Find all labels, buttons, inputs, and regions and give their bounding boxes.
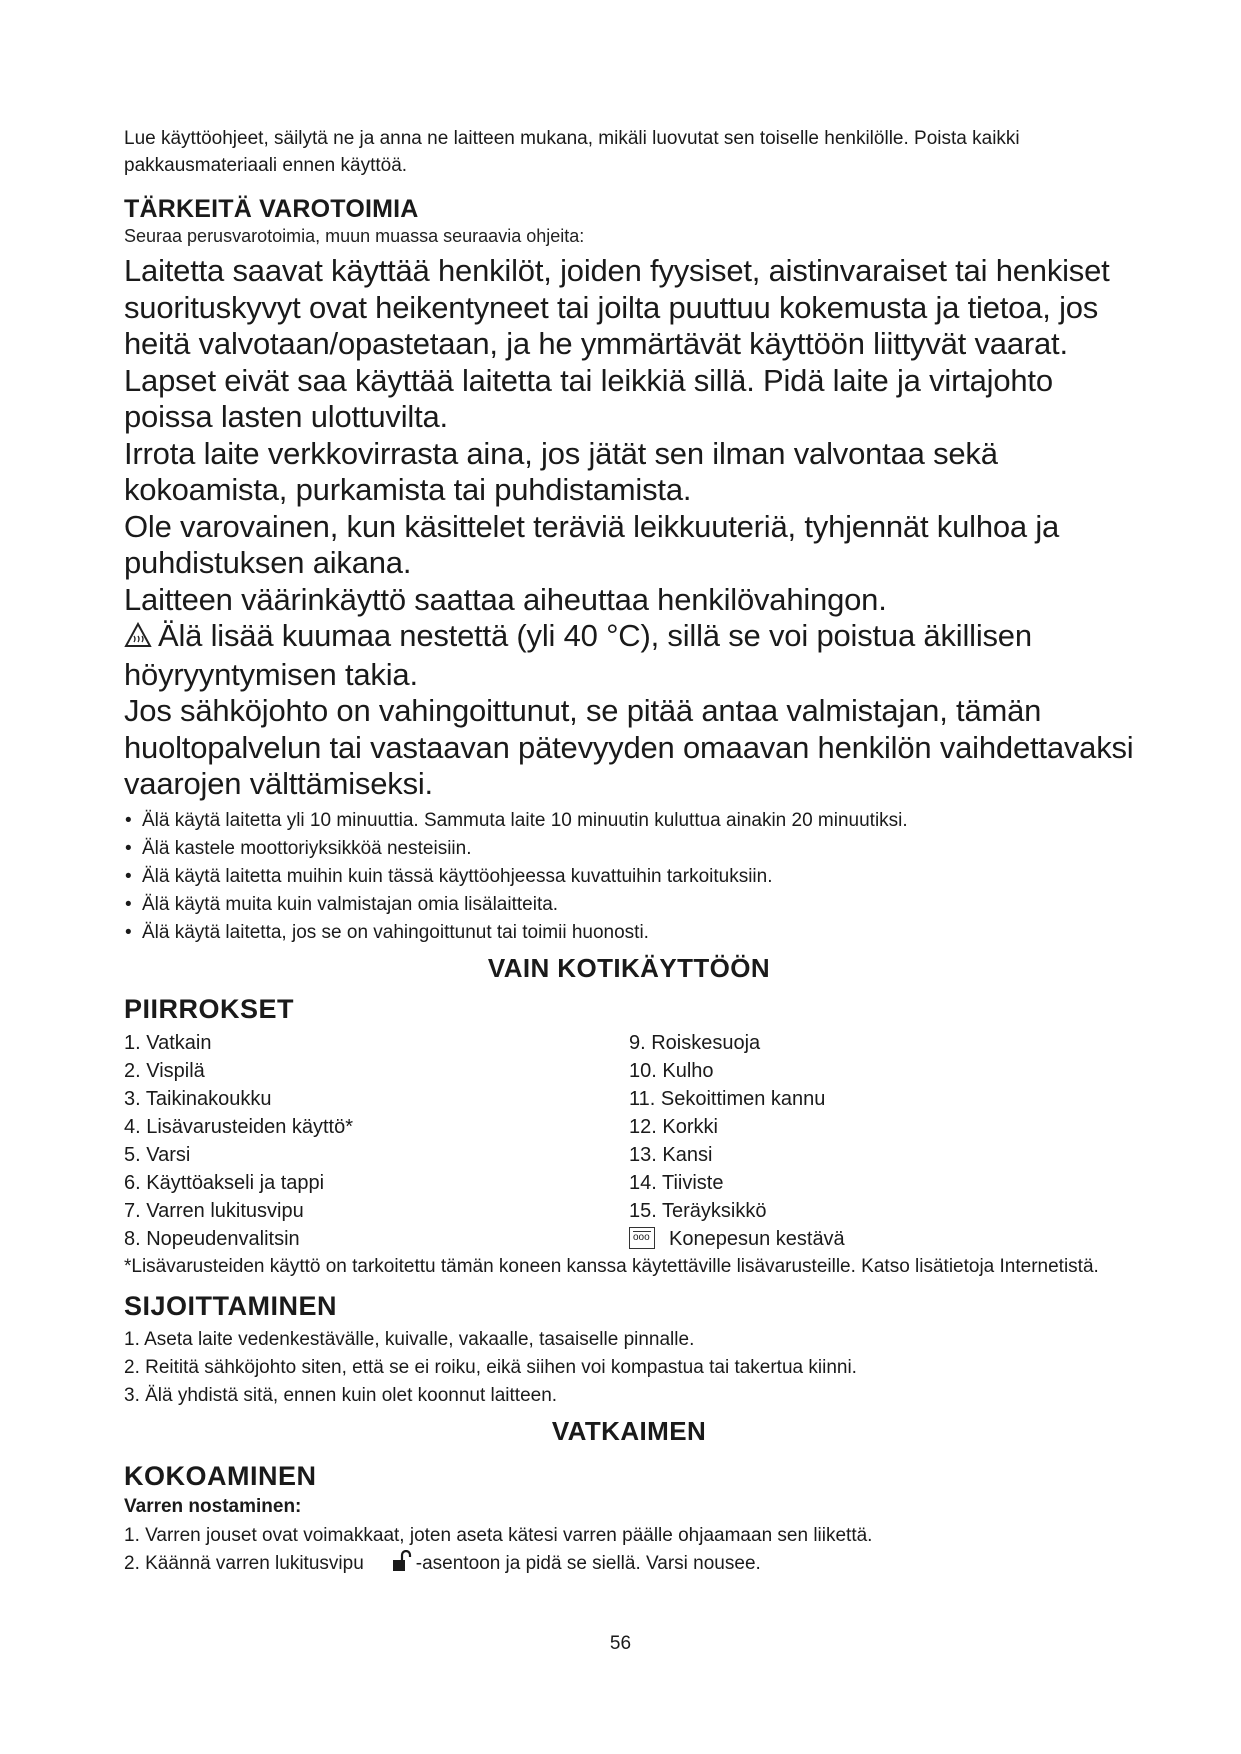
safety-paragraph: Laitetta saavat käyttää henkilöt, joiden fyysiset, aistinvaraiset tai henkiset suorituskyvyt ovat heikentyneet tai joilta puuttuu kokemusta ja tietoa, jos heitä valvotaan/opastetaan, ja he ymmärtävät käyttöön liittyvät vaarat. <box>124 253 1110 361</box>
household-use-heading: VAIN KOTIKÄYTTÖÖN <box>487 952 771 983</box>
hot-liquid-warning <box>124 618 1134 693</box>
mixer-heading: VATKAIMEN <box>551 1415 707 1446</box>
list-item: 1. Vatkain <box>124 1031 212 1054</box>
list-item: • Älä käytä laitetta yli 10 minuuttia. Sammuta laite 10 minuutin kuluttua ainakin 20 minuutiksi. <box>124 807 1134 835</box>
assembly-steps <box>124 1522 1134 1581</box>
list-item: 1. Varren jouset ovat voimakkaat, joten aseta kätesi varren päälle ohjaamaan sen liikettä. <box>124 1524 873 1546</box>
safety-paragraph: Laitteen väärinkäyttö saattaa aiheuttaa henkilövahingon. <box>124 581 887 617</box>
intro-text: Lue käyttöohjeet, säilytä ne ja anna ne laitteen mukana, mikäli luovutat sen toiselle henkilölle. Poista kaikki pakkausmateriaali ennen käyttöä. <box>124 128 1020 176</box>
safety-paragraph: Ole varovainen, kun käsittelet teräviä leikkuuteriä, tyhjennät kulhoa ja puhdistuksen aikana. <box>124 508 1060 580</box>
dishwasher-icon <box>629 1227 655 1249</box>
list-item: 9. Roiskesuoja <box>629 1031 761 1054</box>
list-item: • Älä käytä muita kuin valmistajan omia lisälaitteita. <box>124 891 1134 919</box>
assembly-heading: KOKOAMINEN <box>124 1460 317 1491</box>
safety-heading: TÄRKEITÄ VAROTOIMIA <box>124 195 419 223</box>
safety-bullet-list <box>124 807 1134 947</box>
list-item <box>124 1550 1134 1581</box>
dishwasher-safe-item <box>629 1225 1134 1253</box>
list-item: 3. Älä yhdistä sitä, ennen kuin olet koonnut laitteen. <box>124 1384 558 1406</box>
list-item: 12. Korkki <box>629 1115 718 1138</box>
list-item: 1. Aseta laite vedenkestävälle, kuivalle, vakaalle, tasaiselle pinnalle. <box>124 1328 695 1350</box>
parts-column-left <box>124 1029 629 1253</box>
safety-subtitle: Seuraa perusvarotoimia, muun muassa seuraavia ohjeita: <box>124 226 585 246</box>
list-item: 6. Käyttöakseli ja tappi <box>124 1171 325 1194</box>
parts-column-right <box>629 1029 1134 1253</box>
list-item: 13. Kansi <box>629 1143 713 1166</box>
list-item: 2. Reititä sähköjohto siten, että se ei roiku, eikä siihen voi kompastua tai takertua kiinni. <box>124 1356 857 1378</box>
raising-arm-subheading: Varren nostaminen: <box>124 1495 302 1517</box>
list-item: 2. Vispilä <box>124 1059 205 1082</box>
safety-paragraph: Jos sähköjohto on vahingoittunut, se pitää antaa valmistajan, tämän huoltopalvelun tai vastaavan pätevyyden omaavan henkilön vaihdettavaksi vaarojen välttämiseksi. <box>124 693 1134 801</box>
parts-list <box>124 1029 1134 1253</box>
step-text: -asentoon ja pidä se siellä. Varsi nousee. <box>415 1552 761 1574</box>
accessory-note: *Lisävarusteiden käyttö on tarkoitettu tämän koneen kanssa käytettäville lisävarusteille. Katso lisätietoja Internetistä. <box>124 1255 1099 1277</box>
list-item: 3. Taikinakoukku <box>124 1087 272 1110</box>
list-item: 7. Varren lukitusvipu <box>124 1199 304 1222</box>
list-item: 5. Varsi <box>124 1143 191 1166</box>
placement-steps <box>124 1326 1134 1410</box>
safety-paragraph: Lapset eivät saa käyttää laitetta tai leikkiä sillä. Pidä laite ja virtajohto poissa lasten ulottuvilta. <box>124 362 1053 434</box>
step-text: 2. Käännä varren lukitusvipu <box>124 1552 364 1574</box>
list-item: 4. Lisävarusteiden käyttö* <box>124 1115 354 1138</box>
dishwasher-label: Konepesun kestävä <box>669 1227 845 1250</box>
safety-paragraph: Irrota laite verkkovirrasta aina, jos jätät sen ilman valvontaa sekä kokoamista, purkamista tai puhdistamista. <box>124 435 998 507</box>
list-item: • Älä käytä laitetta, jos se on vahingoittunut tai toimii huonosti. <box>124 919 1134 947</box>
list-item: 14. Tiiviste <box>629 1171 724 1194</box>
hot-surface-warning-icon <box>124 620 152 657</box>
document-page <box>124 125 1134 1581</box>
list-item: 11. Sekoittimen kannu <box>629 1087 826 1110</box>
drawings-heading: PIIRROKSET <box>124 993 295 1024</box>
list-item: • Älä kastele moottoriyksikköä nesteisiin. <box>124 835 1134 863</box>
unlock-icon <box>392 1550 414 1581</box>
placement-heading: SIJOITTAMINEN <box>124 1290 338 1321</box>
list-item: 15. Teräyksikkö <box>629 1199 767 1222</box>
list-item: 8. Nopeudenvalitsin <box>124 1227 300 1250</box>
page-number: 56 <box>609 1633 632 1654</box>
list-item: 10. Kulho <box>629 1059 714 1082</box>
list-item: • Älä käytä laitetta muihin kuin tässä käyttöohjeessa kuvattuihin tarkoituksiin. <box>124 863 1134 891</box>
warning-text: Älä lisää kuumaa nestettä (yli 40 °C), sillä se voi poistua äkillisen höyryyntymisen takia. <box>124 618 1032 692</box>
